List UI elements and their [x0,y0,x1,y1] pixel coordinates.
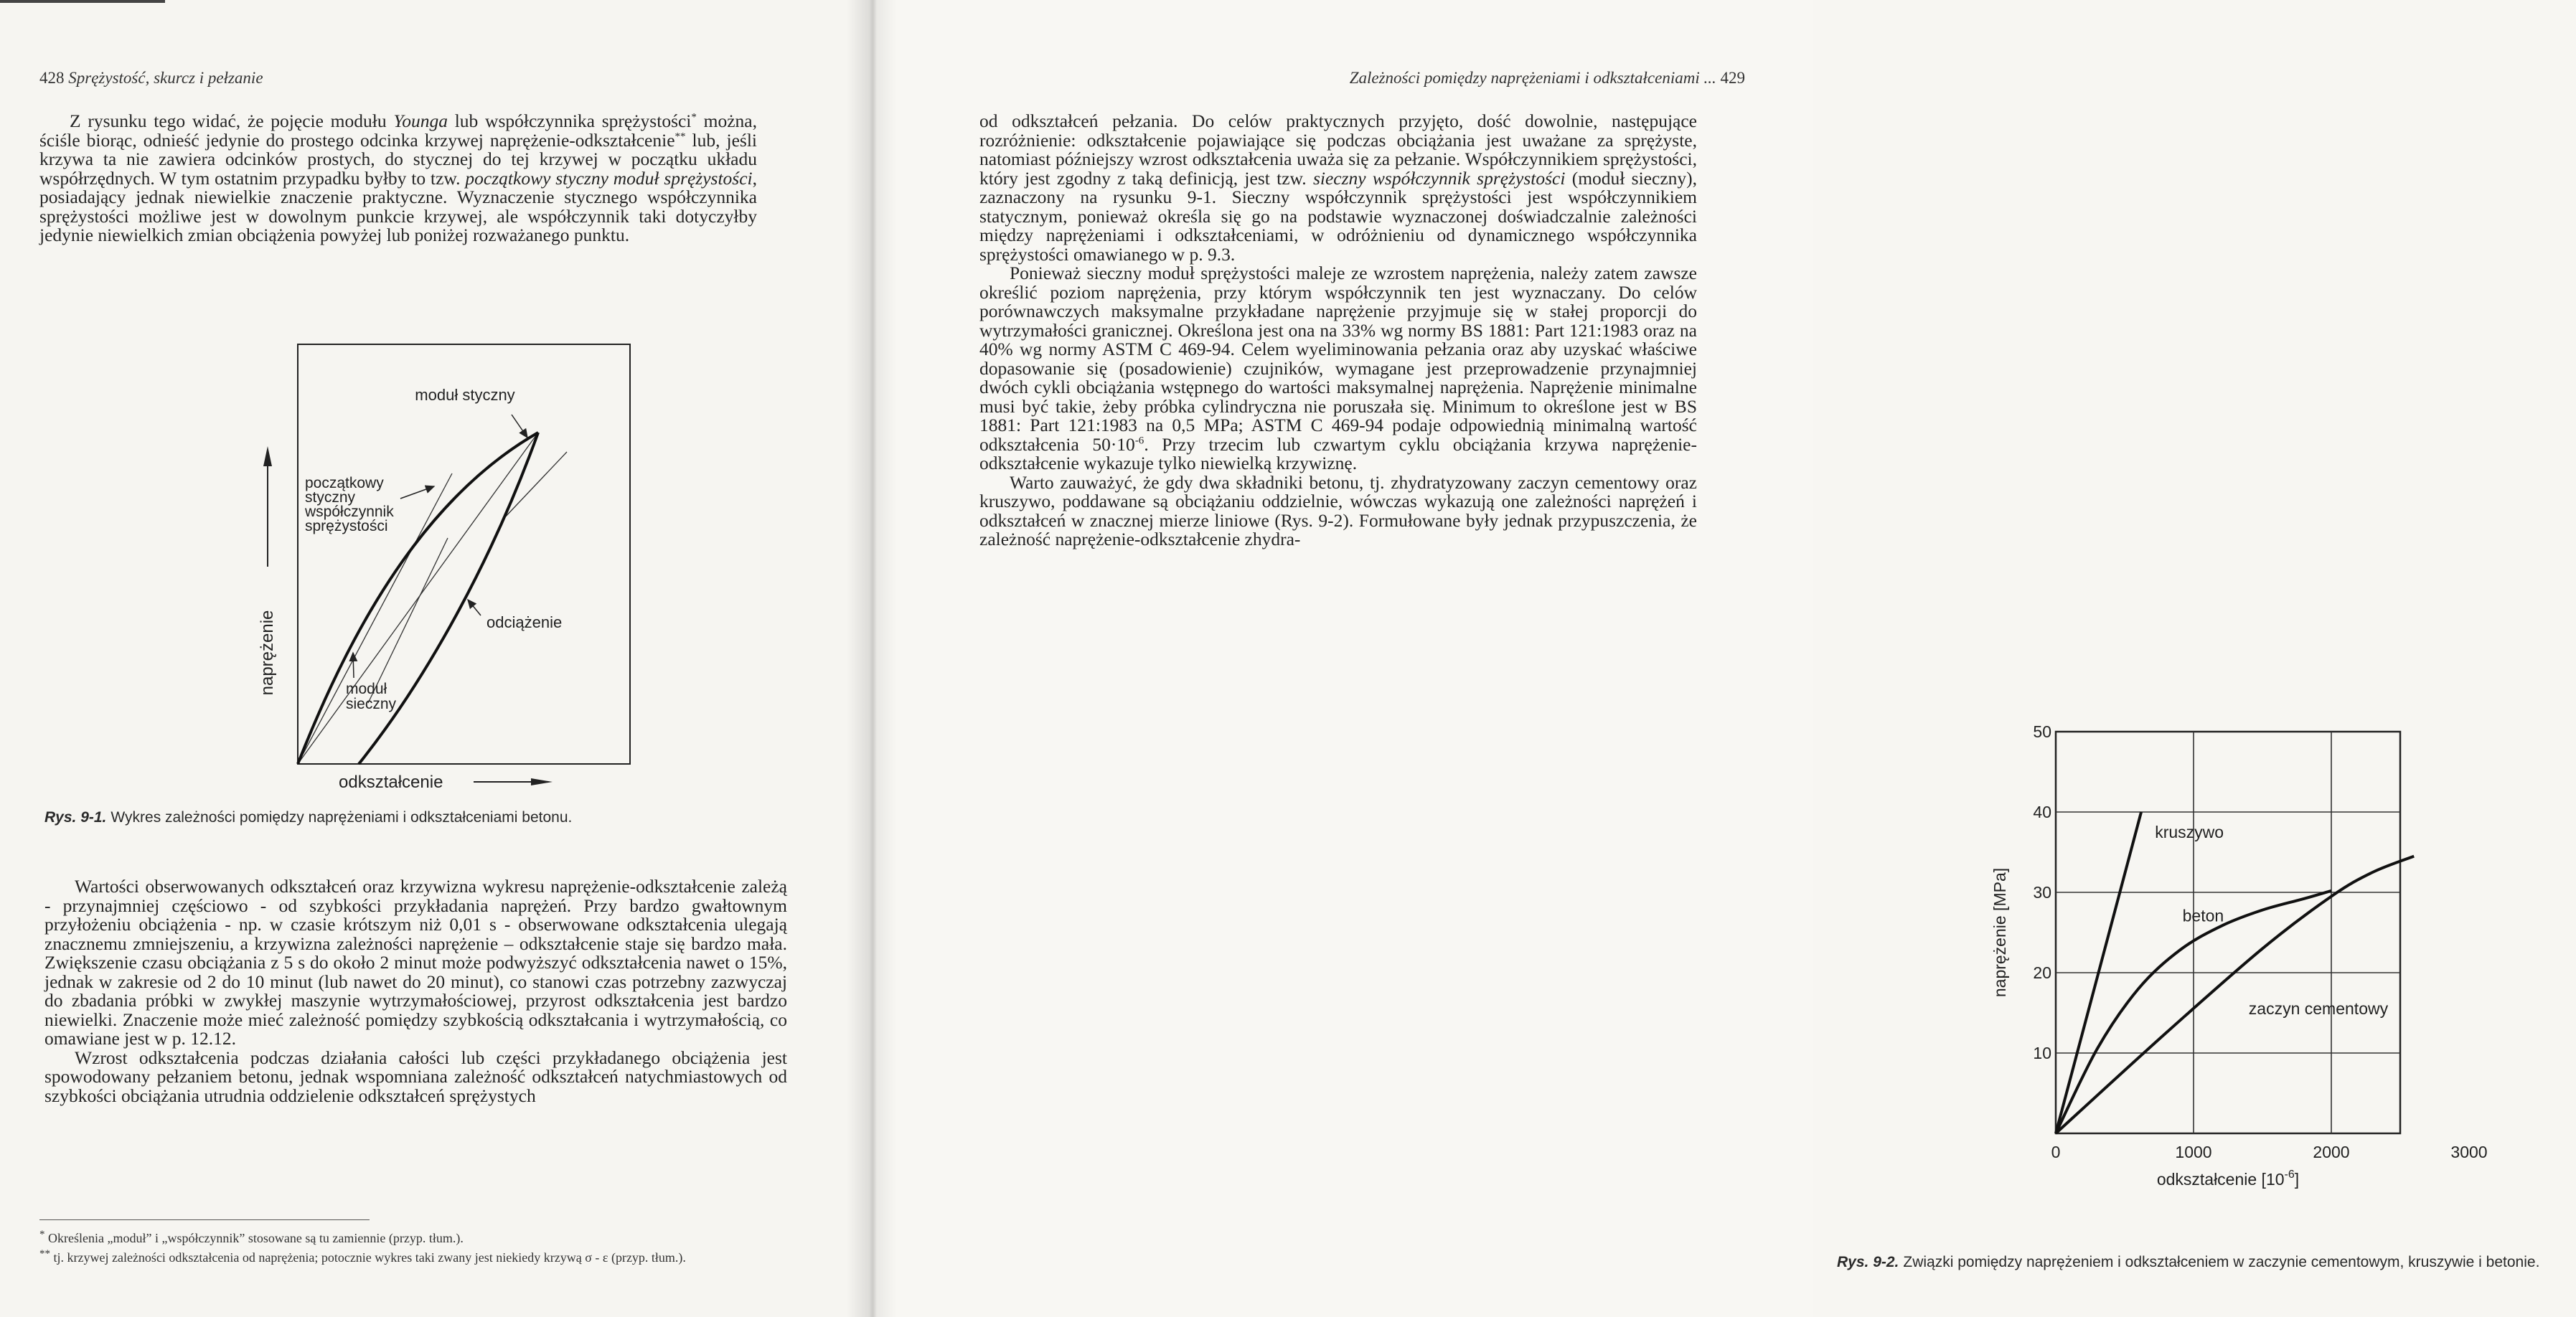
fig1-label-unloading: odciążenie [486,613,563,631]
fig1-label-initial-3: współczynnik [305,504,394,520]
right-running-title: Zależności pomiędzy naprężeniami i odkształceniami ... [1349,69,1716,87]
right-page-number: 429 [1720,69,1745,87]
figure-9-2-caption: Rys. 9-2. Związki pomiędzy naprężeniem i odkształceniem w zaczynie cementowym, kruszywie i betonie. [1837,1254,2540,1270]
right-paragraph-3: Warto zauważyć, że gdy dwa składniki betonu, tj. zhydratyzowany zaczyn cementowy oraz kruszywo, poddawane są obciążaniu oddzielnie, wówczas wykazują one zależności naprężeń i odkształceń w znacznej mierze liniowe (Rys. 9-2). Formułowane były jednak przypuszczenia, że zależność naprężenie-odkształcenie zhydra- [979,471,1697,549]
right-page [872,0,2540,1317]
left-paragraph-2: Wartości obserwowanych odkształceń oraz krzywizna wykresu naprężenie-odkształcenie zależą - przynajmniej częściowo - od szybkości przykładania naprężeń. Przy bardzo gwałtownym przyłożeniu obciążenia - np. w czasie krótszym niż 0,01 s - obserwowane odkształcenia ulegają znacznemu zmniejszeniu, a krzywizna zależności naprężenie – odkształcenie staje się bardzo mała. Zwiększenie czasu obciążania z 5 s do około 2 minut może podwyższyć odkształcenia nawet o 15%, jednak w zakresie od 2 do 10 minut (lub nawet do 20 minut), co stanowi czas potrzebny zazwyczaj do zbadania próbki w zwykłej maszynie wytrzymałościowej, przyrost odkształcenia jest bardzo niewielki. Znaczenie może mieć zależność pomiędzy szybkością odkształcania i wytrzymałością, co omawiane jest w p. 12.12. Wzrost odkształcenia podczas działania całości lub części przykładanego obciążenia jest spowodowany pełzaniem betonu, jednak wspomniana zależność odkształceń natychmiastowych od szybkości obciążania utrudnia oddzielenie odkształceń sprężystych [44,876,787,1106]
chart2-x-tick: 0 [2051,1143,2061,1161]
chart2-x-tick: 3000 [2450,1143,2488,1161]
page-edge-line [0,0,165,3]
left-paragraph-1: Z rysunku tego widać, że pojęcie modułu Younga lub współczynnika sprężystości* można, ściśle biorąc, odnieść jedynie do prostego odcinka krzywej naprężenie-odkształcenie** lub, jeśli krzywa ta nie zawiera odcinków prostych, do stycznej do tej krzywej w początku układu współrzędnych. W tym ostatnim przypadku byłby to tzw. początkowy styczny moduł sprężystości, posiadający jednak niewielkie znaczenie praktyczne. Wyznaczenie stycznego współczynnika sprężystości możliwe jest w dowolnym punkcie krzywej, ale współczynnik taki dotyczyłby jedynie niewielkich zmian obciążenia powyżej lub poniżej rozważanego punktu. [39,110,758,245]
fig1-label-tangent: moduł styczny [415,386,515,404]
chart2-series-2 [2056,856,2414,1133]
book-gutter [847,0,897,1317]
chart2-y-tick: 50 [2033,722,2051,741]
right-running-head [1350,69,1745,88]
figure-9-2 [1977,724,2493,1248]
fig1-label-initial-4: sprężystości [305,518,388,534]
fig1-label-initial-1: początkowy [305,475,384,491]
fig1-label-secant-2: sieczny [346,696,397,712]
left-running-title: Sprężystość, skurcz i pełzanie [68,69,263,87]
fig1-tangent-line-upper [502,452,567,520]
chart2-x-tick: 1000 [2175,1143,2212,1161]
right-paragraph-1: od odkształceń pełzania. Do celów praktycznych przyjęto, dość dowolnie, następujące rozróżnienie: odkształcenie pojawiające się podczas obciążania jest uważane za sprężyste, natomiast późniejszy wzrost odkształcenia uważa się za pełzanie. Współczynnikiem sprężystości, który jest zgodny z taką definicją, jest tzw. sieczny współczynnik sprężystości (moduł sieczny), zaznaczony na rysunku 9-1. Sieczny współczynnik sprężystości jest współczynnikiem statycznym, ponieważ określa się go na podstawie wyznaczonej doświadczalnie zależności między naprężeniami i odkształceniami, w odróżnieniu od dynamicznego współczynnika sprężystości omawianego w p. 9.3. [979,110,1697,265]
left-running-head [39,69,263,88]
series-label-zaczyn: zaczyn cementowy [2248,999,2389,1019]
footnotes [39,1227,793,1265]
figure-9-2-svg [1977,724,2493,1248]
chart2-y-tick: 20 [2033,963,2051,982]
fig1-label-secant-1: moduł [346,681,387,697]
footnote-1: * Określenia „moduł” i „współczynnik” stosowane są tu zamiennie (przyp. tłum.). [39,1229,464,1245]
series-label-beton: beton [2182,906,2224,925]
chart2-x-tick: 2000 [2313,1143,2350,1161]
chart2-y-tick: 10 [2033,1044,2051,1062]
figure-9-1-svg [237,337,696,814]
chart2-y-tick: 30 [2033,883,2051,902]
chart2-y-tick: 40 [2033,803,2051,821]
fig1-y-axis-label: naprężenie [258,610,277,696]
footnote-rule [39,1219,370,1220]
right-paragraph-2: Ponieważ sieczny moduł sprężystości maleje ze wzrostem naprężenia, należy zatem zawsze określić poziom naprężenia, przy którym współczynnik ten jest wyznaczany. Do celów porównawczych maksymalne przykładane naprężenie przyjmuje się w stałej proporcji do wytrzymałości granicznej. Określona jest ona na 33% wg normy BS 1881: Part 121:1983 oraz na 40% wg normy ASTM C 469-94. Celem wyeliminowania pełzania oraz aby uzyskać właściwe dopasowanie się (posadowienie) czujników, wymagane jest przeprowadzenie przynajmniej dwóch cykli obciążania wstępnego do wartości maksymalnej naprężenia. Naprężenie minimalne musi być takie, żeby próbka cylindryczna nie poruszała się. Minimum to określone jest w BS 1881: Part 121:1983 na 0,5 MPa; ASTM C 469-94 podaje odpowiednią minimalną wartość odkształcenia $50\cdot 10^{-6}$. Przy trzecim lub czwartym cyklu obciążania krzywa naprężenie-odkształcenie wykazuje tylko niewielką krzywiznę. [979,263,1697,473]
fig1-x-axis-label: odkształcenie [339,773,443,792]
chart2-y-axis-label: naprężenie [MPa] [1990,867,2009,998]
figure-9-1-caption: Rys. 9-1. Wykres zależności pomiędzy naprężeniami i odkształceniami betonu. [44,809,573,826]
figure-9-1 [237,337,696,814]
left-page-number: 428 [39,69,65,87]
footnote-2: ** tj. krzywej zależności odkształcenia od naprężenia; potocznie wykres taki zwany jest niekiedy krzywą σ - ε (przyp. tłum.). [39,1248,686,1265]
chart2-x-axis-label: odkształcenie $[10^{-6}]$ [2156,1169,2300,1189]
left-paragraph-3: Wzrost odkształcenia podczas działania całości lub części przykładanego obciążenia jest spowodowany pełzaniem betonu, jednak wspomniana zależność odkształceń natychmiastowych od szybkości obciążania utrudnia oddzielenie odkształceń sprężystych [44,1047,787,1106]
fig1-label-initial-2: styczny [305,489,356,506]
right-body-text [979,112,1697,549]
chart2-frame [2056,732,2400,1133]
fig1-tangent-line-lower [368,538,448,703]
series-label-kruszywo: kruszywo [2155,822,2224,841]
left-page [0,0,872,1317]
